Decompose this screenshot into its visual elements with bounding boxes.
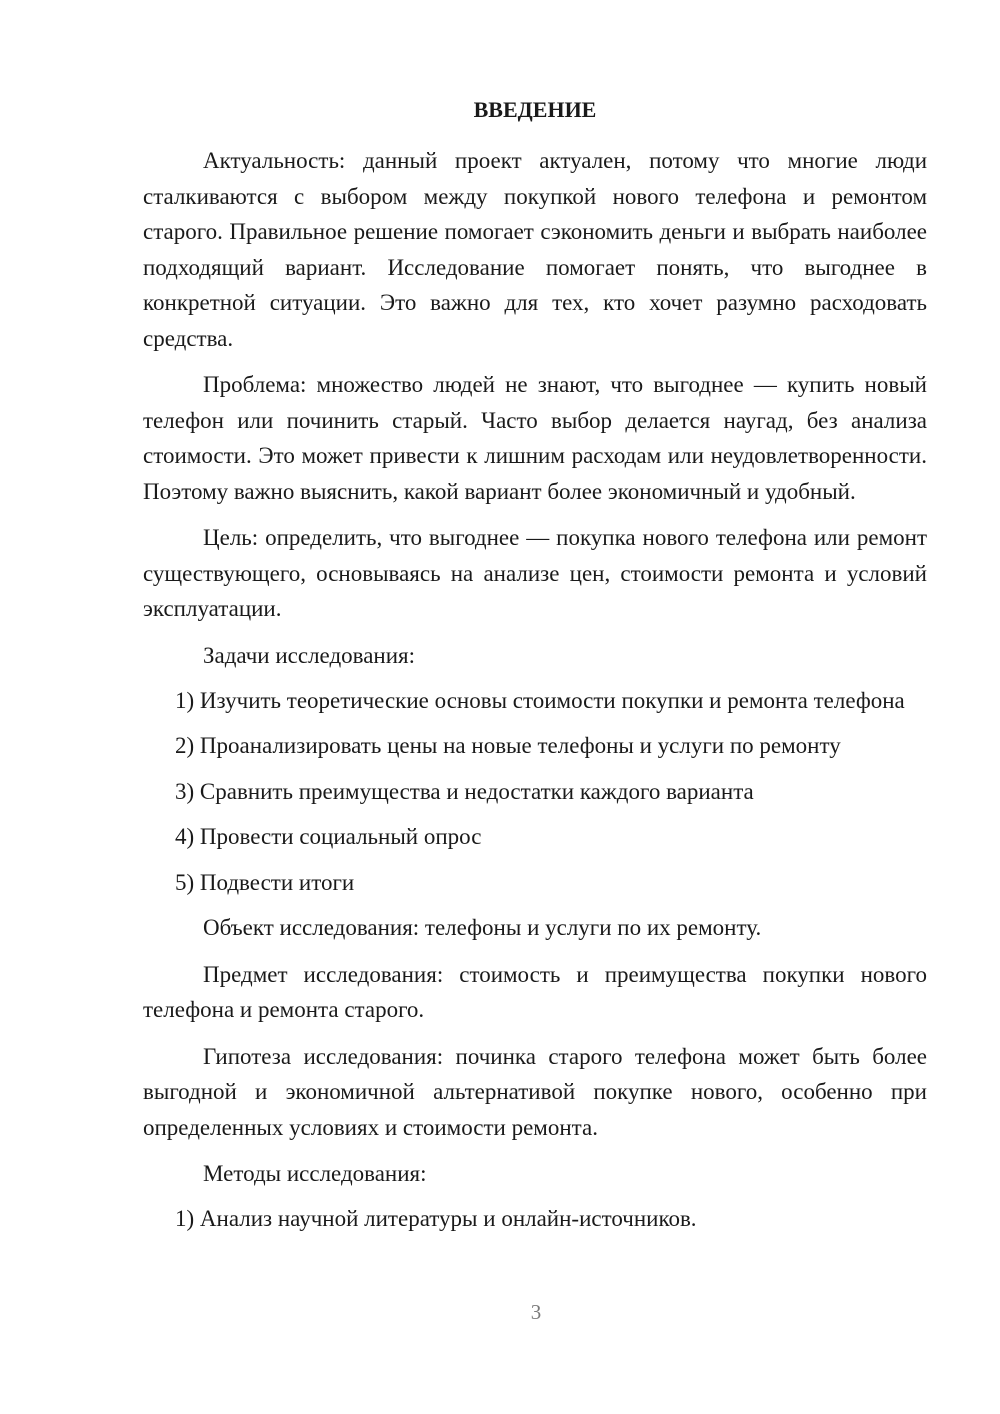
list-item: 3) Сравнить преимущества и недостатки каждого варианта	[175, 778, 754, 804]
page-number: 3	[530, 1300, 542, 1324]
problem-paragraph: Проблема: множество людей не знают, что выгоднее — купить новый телефон или починить старый. Часто выбор делается наугад, без анализа стоимости. Это может привести к лишним расходам или неудовлетворенности. Поэтому важно выяснить, какой вариант более экономичный и удобный.	[143, 372, 927, 504]
list-item: 1) Изучить теоретические основы стоимости покупки и ремонта телефона	[175, 687, 905, 713]
tasks-heading: Задачи исследования:	[203, 642, 416, 668]
hypothesis-paragraph: Гипотеза исследования: починка старого телефона может быть более выгодной и экономичной альтернативой покупке нового, особенно при определенных условиях и стоимости ремонта.	[143, 1043, 927, 1140]
list-item: 2) Проанализировать цены на новые телефоны и услуги по ремонту	[175, 733, 841, 758]
list-item: 5) Подвести итоги	[175, 869, 355, 895]
list-item: 4) Провести социальный опрос	[175, 824, 482, 849]
page-body	[143, 93, 927, 1247]
object-paragraph: Объект исследования: телефоны и услуги по их ремонту.	[203, 915, 762, 940]
goal-paragraph: Цель: определить, что выгоднее — покупка нового телефона или ремонт существующего, основываясь на анализе цен, стоимости ремонта и условий эксплуатации.	[143, 525, 927, 621]
page-title: ВВЕДЕНИЕ	[473, 97, 597, 122]
methods-heading: Методы исследования:	[203, 1161, 427, 1186]
relevance-paragraph: Актуальность: данный проект актуален, потому что многие люди сталкиваются с выбором между покупкой нового телефона и ремонтом старого. Правильное решение помогает сэкономить деньги и выбрать наиболее подходящий вариант. Исследование помогает понять, что выгоднее в конкретной ситуации. Это важно для тех, кто хочет разумно расходовать средства.	[143, 148, 927, 351]
subject-paragraph: Предмет исследования: стоимость и преимущества покупки нового телефона и ремонта старого.	[143, 961, 927, 1022]
list-item: 1) Анализ научной литературы и онлайн-источников.	[175, 1206, 697, 1231]
